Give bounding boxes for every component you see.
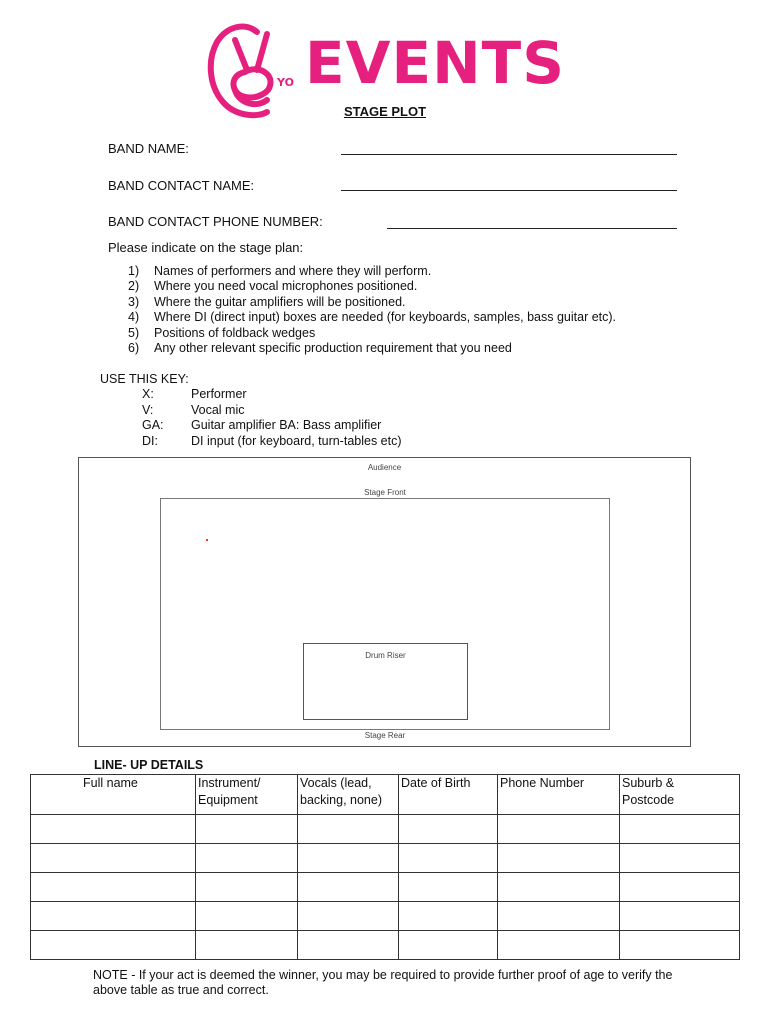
table-cell[interactable] (620, 902, 740, 931)
column-header: Phone Number (498, 775, 620, 815)
band-name-label: BAND NAME: (108, 141, 189, 156)
table-header-row (31, 775, 740, 815)
column-header: Instrument/ Equipment (196, 775, 298, 815)
lineup-heading: LINE- UP DETAILS (94, 758, 204, 772)
band-contact-phone-field[interactable] (387, 228, 677, 229)
lineup-table (30, 774, 740, 960)
table-cell[interactable] (498, 873, 620, 902)
drum-riser-label: Drum Riser (365, 651, 406, 660)
band-contact-name-field[interactable] (341, 190, 677, 191)
table-cell[interactable] (196, 873, 298, 902)
list-item: 3) Where the guitar amplifiers will be positioned. (128, 294, 406, 309)
column-header: Vocals (lead, backing, none) (298, 775, 399, 815)
table-cell[interactable] (31, 815, 196, 844)
table-cell[interactable] (196, 815, 298, 844)
table-cell[interactable] (196, 844, 298, 873)
band-contact-phone-label: BAND CONTACT PHONE NUMBER: (108, 214, 323, 229)
table-cell[interactable] (498, 902, 620, 931)
table-cell[interactable] (620, 873, 740, 902)
stage-front-label: Stage Front (364, 488, 406, 497)
table-cell[interactable] (31, 931, 196, 960)
stage-rear-label: Stage Rear (364, 731, 406, 740)
key-heading: USE THIS KEY: (100, 372, 189, 386)
table-row (31, 902, 740, 931)
table-cell[interactable] (298, 902, 399, 931)
table-cell[interactable] (399, 815, 498, 844)
table-cell[interactable] (620, 931, 740, 960)
list-item: 4) Where DI (direct input) boxes are needed (for keyboards, samples, bass guitar etc). (128, 310, 617, 325)
column-header: Full name (31, 775, 196, 815)
table-cell[interactable] (31, 873, 196, 902)
table-cell[interactable] (298, 931, 399, 960)
list-item: 6) Any other relevant specific production requirement that you need (128, 341, 512, 356)
audience-label: Audience (367, 463, 402, 472)
band-contact-name-label: BAND CONTACT NAME: (108, 178, 255, 193)
table-cell[interactable] (498, 844, 620, 873)
table-cell[interactable] (298, 815, 399, 844)
logo-small-text: YO (277, 76, 294, 89)
table-cell[interactable] (31, 844, 196, 873)
table-row (31, 931, 740, 960)
table-row (31, 873, 740, 902)
table-cell[interactable] (498, 931, 620, 960)
column-header: Suburb & Postcode (620, 775, 740, 815)
table-cell[interactable] (399, 902, 498, 931)
table-cell[interactable] (298, 873, 399, 902)
table-cell[interactable] (196, 931, 298, 960)
page-title: STAGE PLOT (343, 104, 427, 119)
column-header: Date of Birth (399, 775, 498, 815)
table-cell[interactable] (399, 844, 498, 873)
table-row (31, 844, 740, 873)
marker-dot (206, 539, 208, 541)
table-cell[interactable] (620, 844, 740, 873)
key-row: GA: Guitar amplifier BA: Bass amplifier (142, 418, 382, 433)
table-cell[interactable] (620, 815, 740, 844)
list-item: 5) Positions of foldback wedges (128, 325, 316, 340)
list-item: 2) Where you need vocal microphones positioned. (128, 279, 418, 294)
list-item: 1) Names of performers and where they will perform. (128, 264, 432, 278)
table-cell[interactable] (196, 902, 298, 931)
footer-note: NOTE - If your act is deemed the winner, you may be required to provide further proof of age to verify the above table as true and correct. (93, 968, 673, 997)
requirements-list (128, 264, 616, 356)
table-cell[interactable] (399, 931, 498, 960)
legend-key (100, 372, 402, 449)
table-cell[interactable] (298, 844, 399, 873)
key-row: V: Vocal mic (142, 402, 245, 417)
band-name-field[interactable] (341, 154, 677, 155)
table-cell[interactable] (31, 902, 196, 931)
instructions-intro: Please indicate on the stage plan: (108, 240, 304, 255)
table-cell[interactable] (498, 815, 620, 844)
key-row: DI: DI input (for keyboard, turn-tables etc) (142, 433, 402, 448)
table-cell[interactable] (399, 873, 498, 902)
table-row (31, 815, 740, 844)
key-row: X: Performer (142, 387, 247, 402)
logo-wordmark: EVENTS (305, 29, 566, 97)
